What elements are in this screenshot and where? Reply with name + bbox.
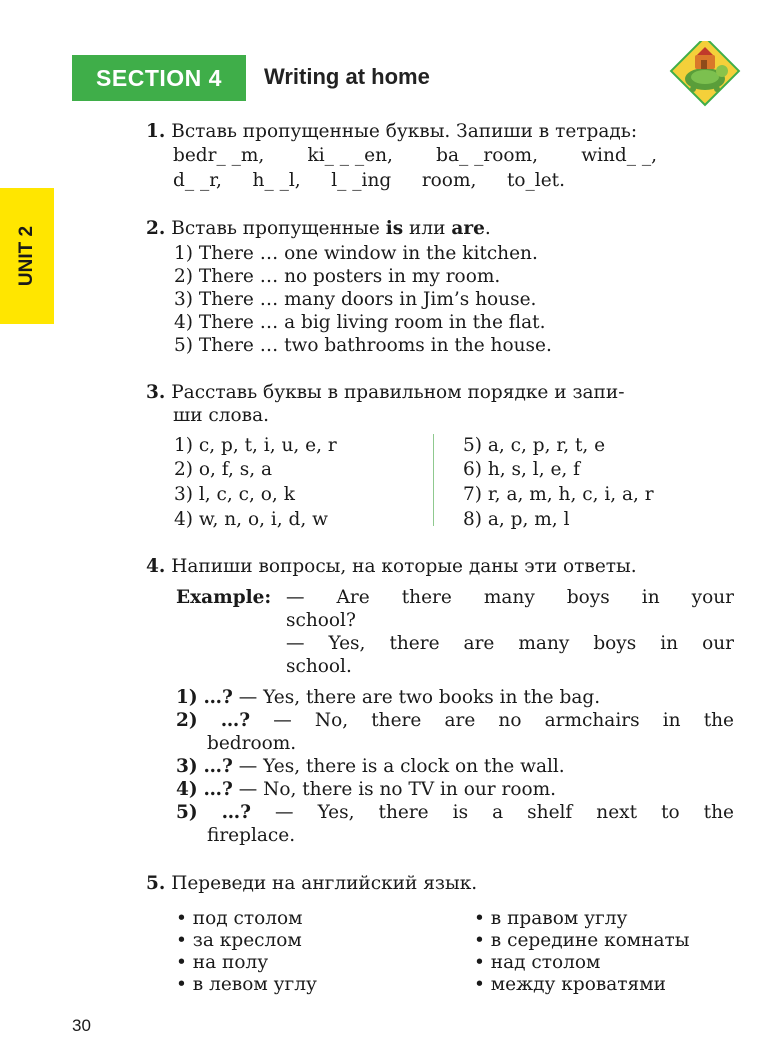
- section-label: SECTION 4: [72, 55, 246, 101]
- exercise-5-item: • на полу: [176, 952, 269, 973]
- exercise-1-words-line1: bedr_ _m, ki_ _ _en, ba_ _room, wind_ _,: [173, 145, 657, 166]
- exercise-3-item: 6) h, s, l, e, f: [463, 459, 581, 480]
- exercise-2-item: 3) There … many doors in Jim’s house.: [174, 289, 537, 310]
- exercise-2-item: 4) There … a big living room in the flat.: [174, 312, 546, 333]
- exercise-4-item: 5) …? — Yes, there is a shelf next to the: [176, 802, 734, 823]
- exercise-4-item: 3) …? — Yes, there is a clock on the wall.: [176, 756, 565, 777]
- exercise-5-instruction: 5. Переведи на английский язык.: [146, 873, 478, 894]
- page-number: 30: [72, 1016, 91, 1035]
- exercise-4-item: 4) …? — No, there is no TV in our room.: [176, 779, 557, 800]
- exercise-5-item: • в левом углу: [176, 974, 317, 995]
- exercise-2-item: 1) There … one window in the kitchen.: [174, 243, 538, 264]
- exercise-5-item: • в середине комнаты: [474, 930, 690, 951]
- exercise-5-item: • за креслом: [176, 930, 302, 951]
- exercise-3-item: 7) r, a, m, h, c, i, a, r: [463, 484, 654, 505]
- exercise-5-item: • между кроватями: [474, 974, 666, 995]
- unit-tab-label: UNIT 2: [16, 225, 37, 287]
- column-divider: [433, 434, 434, 526]
- exercise-3-item: 8) a, p, m, l: [463, 509, 570, 530]
- example-label: Example:: [176, 587, 272, 608]
- example-answer-cont: school.: [286, 656, 352, 677]
- exercise-5-item: • под столом: [176, 908, 303, 929]
- exercise-3-item: 4) w, n, o, i, d, w: [174, 509, 328, 530]
- exercise-5-item: • в правом углу: [474, 908, 628, 929]
- exercise-1-instruction: 1. Вставь пропущенные буквы. Запиши в тетрадь:: [146, 121, 638, 142]
- exercise-4-item: 1) …? — Yes, there are two books in the bag.: [176, 687, 601, 708]
- exercise-5-item: • над столом: [474, 952, 601, 973]
- exercise-4-item-cont: fireplace.: [207, 825, 296, 846]
- exercise-3-item: 3) l, c, c, o, k: [174, 484, 295, 505]
- exercise-4-item: 2) …? — No, there are no armchairs in the: [176, 710, 734, 731]
- example-question: — Are there many boys in your: [286, 587, 734, 608]
- exercise-4-item-cont: bedroom.: [207, 733, 297, 754]
- exercise-2-item: 5) There … two bathrooms in the house.: [174, 335, 552, 356]
- exercise-1-number: 1.: [146, 121, 166, 142]
- example-question-cont: school?: [286, 610, 356, 631]
- page-title: Writing at home: [264, 64, 430, 89]
- exercise-3-item: 5) a, c, p, r, t, e: [463, 435, 606, 456]
- exercise-3-instruction-cont: ши слова.: [173, 405, 269, 426]
- exercise-2-item: 2) There … no posters in my room.: [174, 266, 501, 287]
- exercise-1-words-line2: d_ _r, h_ _l, l_ _ing room, to_let.: [173, 170, 565, 191]
- exercise-3-instruction: 3. Расставь буквы в правильном порядке и запи-: [146, 382, 625, 403]
- exercise-3-item: 1) c, p, t, i, u, e, r: [174, 435, 337, 456]
- exercise-3-item: 2) o, f, s, a: [174, 459, 273, 480]
- exercise-4-instruction: 4. Напиши вопросы, на которые даны эти ответы.: [146, 556, 637, 577]
- example-answer: — Yes, there are many boys in our: [286, 633, 734, 654]
- exercise-2-instruction: 2. Вставь пропущенные is или are.: [146, 218, 491, 239]
- turtle-mascot-icon: [667, 41, 743, 107]
